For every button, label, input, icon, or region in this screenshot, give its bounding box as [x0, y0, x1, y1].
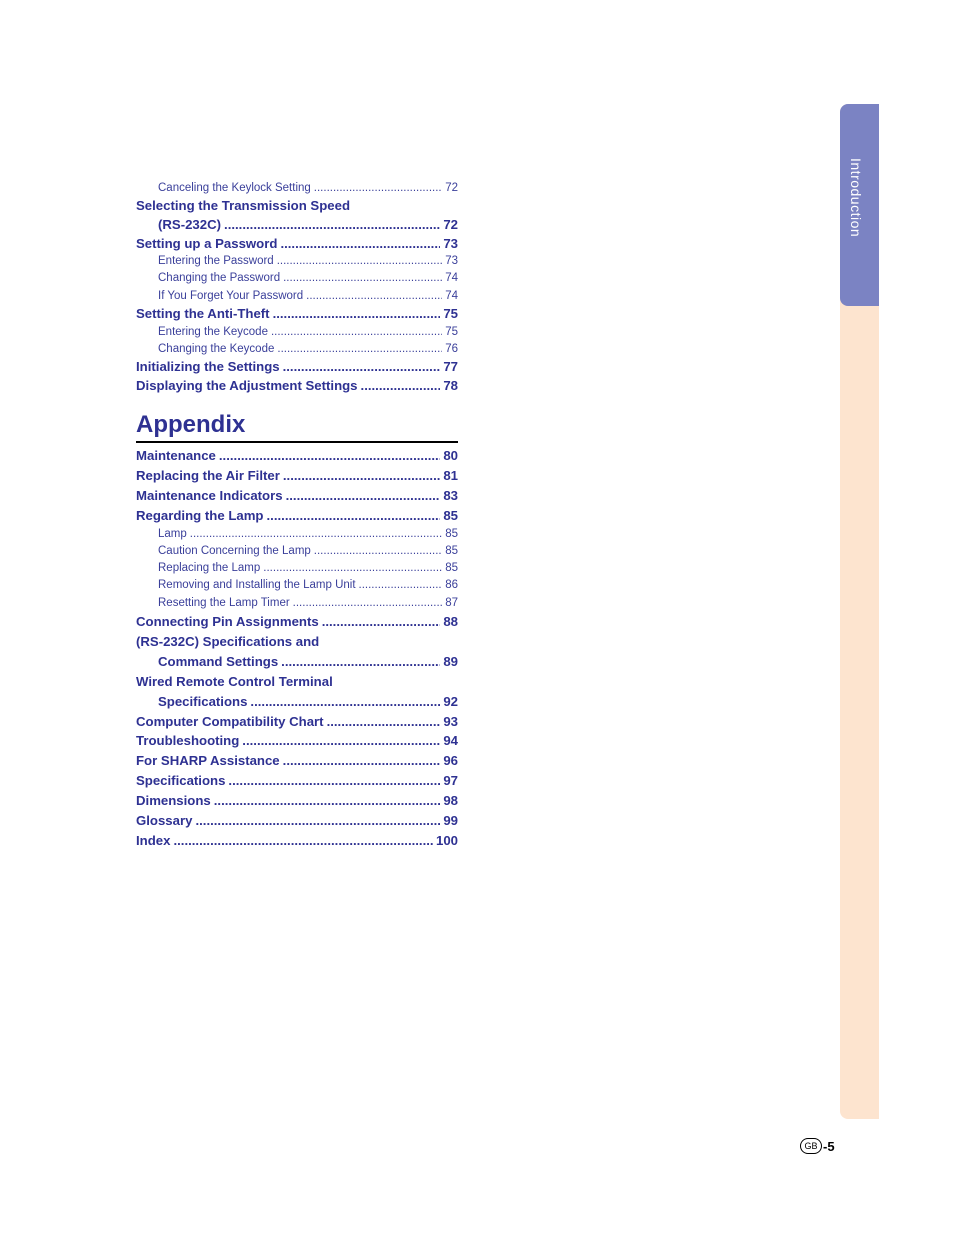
toc-page-number: 73	[443, 235, 458, 251]
toc-dot-leader	[173, 831, 433, 851]
toc-entry-title: Specifications	[158, 693, 248, 709]
toc-entry[interactable]	[136, 712, 458, 732]
toc-dot-leader	[322, 612, 441, 632]
toc-page-number: 87	[445, 596, 458, 609]
toc-page-number: 76	[445, 342, 458, 355]
toc-subentry[interactable]	[136, 543, 458, 560]
toc-dot-leader	[359, 577, 443, 594]
toc-entry[interactable]	[136, 672, 458, 692]
toc-entry[interactable]	[136, 358, 458, 377]
toc-dot-leader	[281, 652, 440, 672]
toc-entry-title: Changing the Password	[158, 272, 281, 285]
toc-entry[interactable]	[136, 731, 458, 751]
toc-subentry[interactable]	[136, 577, 458, 594]
toc-dot-leader	[306, 288, 442, 305]
toc-entry-title: Selecting the Transmission Speed	[136, 198, 350, 214]
toc-entry-title: Replacing the Air Filter	[136, 467, 280, 483]
toc-entry[interactable]	[136, 486, 458, 506]
toc-dot-leader	[267, 506, 441, 526]
toc-entry[interactable]	[136, 811, 458, 831]
toc-page-number: 97	[443, 773, 458, 789]
toc-page-number: 98	[443, 793, 458, 809]
toc-entry-title: Maintenance Indicators	[136, 487, 283, 503]
toc-entry-title: Maintenance	[136, 448, 216, 463]
toc-page-number: 88	[443, 614, 458, 630]
toc-entry[interactable]	[136, 612, 458, 632]
toc-dot-leader	[271, 324, 442, 341]
toc-dot-leader	[273, 305, 441, 324]
toc-dot-leader	[286, 486, 441, 506]
toc-subentry[interactable]	[136, 324, 458, 341]
toc-page-number: 72	[443, 216, 458, 232]
toc-page-number: 89	[443, 653, 458, 669]
toc-entry-title: Connecting Pin Assignments	[136, 614, 319, 630]
toc-dot-leader	[283, 466, 440, 486]
toc-page-number: 85	[445, 544, 458, 557]
toc-entry[interactable]	[136, 771, 458, 791]
toc-page-number: 85	[445, 562, 458, 575]
toc-dot-leader	[283, 358, 441, 377]
toc-entry-title: Specifications	[136, 773, 226, 789]
toc-entry[interactable]	[136, 466, 458, 486]
appendix-heading: Appendix	[136, 408, 458, 443]
toc-entry[interactable]	[136, 216, 458, 235]
toc-entry-title: Changing the Keycode	[158, 342, 275, 355]
toc-entry-title: Regarding the Lamp	[136, 507, 264, 523]
toc-entry-title: Entering the Keycode	[158, 325, 268, 338]
toc-dot-leader	[293, 595, 443, 612]
toc-entry-title: Caution Concerning the Lamp	[158, 544, 311, 557]
toc-entry[interactable]	[136, 377, 458, 396]
toc-page-number: 86	[445, 579, 458, 592]
toc-entry-title: Initializing the Settings	[136, 358, 280, 374]
toc-dot-leader	[361, 377, 441, 396]
toc-entry[interactable]	[136, 791, 458, 811]
toc-entry-title: Troubleshooting	[136, 733, 240, 749]
toc-entry-title: Resetting the Lamp Timer	[158, 596, 290, 609]
toc-entry-title: Command Settings	[158, 653, 279, 669]
toc-entry[interactable]	[136, 235, 458, 254]
toc-page-number: 92	[443, 693, 458, 709]
toc-dot-leader	[327, 712, 441, 732]
toc-dot-leader	[228, 771, 440, 791]
toc-page-number: 80	[443, 448, 458, 463]
toc-subentry[interactable]	[136, 270, 458, 287]
toc-entry-title: Computer Compatibility Chart	[136, 713, 324, 729]
toc-page-number: 83	[443, 487, 458, 503]
page-number-text: -5	[823, 1138, 835, 1154]
section-tab-label: Introduction	[848, 158, 864, 238]
toc-subentry[interactable]	[136, 288, 458, 305]
toc-dot-leader	[224, 216, 440, 235]
toc-page-number: 94	[443, 733, 458, 749]
toc-entry-title: (RS-232C) Specifications and	[136, 633, 320, 649]
toc-page-number: 75	[445, 325, 458, 338]
toc-subentry[interactable]	[136, 341, 458, 358]
toc-entry-title: Index	[136, 832, 171, 848]
toc-dot-leader	[195, 811, 440, 831]
toc-entry-title: Glossary	[136, 812, 193, 828]
page-number	[800, 1137, 835, 1155]
toc-dot-leader	[214, 791, 441, 811]
toc-entry-title: Removing and Installing the Lamp Unit	[158, 579, 356, 592]
toc-entry[interactable]	[136, 305, 458, 324]
toc-entry[interactable]	[136, 506, 458, 526]
toc-entry[interactable]	[136, 446, 458, 466]
toc-page-number: 74	[445, 289, 458, 302]
toc-page-number: 77	[443, 358, 458, 374]
toc-dot-leader	[277, 341, 442, 358]
toc-entry-title: Entering the Password	[158, 255, 274, 268]
toc-page-number: 85	[443, 507, 458, 523]
toc-entry-title: Replacing the Lamp	[158, 562, 261, 575]
toc-appendix-list	[136, 446, 458, 851]
toc-page-number: 72	[445, 182, 458, 194]
toc-entry[interactable]	[136, 831, 458, 851]
toc-entry-title: Setting the Anti-Theft	[136, 305, 270, 321]
toc-subentry[interactable]	[136, 526, 458, 543]
toc-entry[interactable]	[136, 751, 458, 771]
toc-entry-title: Dimensions	[136, 793, 211, 809]
toc-entry-title: Lamp	[158, 527, 187, 540]
toc-page-number: 85	[445, 527, 458, 540]
toc-page-number: 78	[443, 377, 458, 393]
toc-page-number: 93	[443, 713, 458, 729]
toc-dot-leader	[250, 692, 440, 712]
toc-subentry[interactable]	[136, 253, 458, 270]
toc-dot-leader	[190, 526, 442, 543]
toc-entry-title: If You Forget Your Password	[158, 289, 304, 302]
toc-subentry[interactable]	[136, 180, 458, 197]
toc-entry[interactable]	[136, 632, 458, 652]
toc-page-number: 99	[443, 812, 458, 828]
toc-dot-leader	[283, 270, 442, 287]
toc-page-number: 81	[443, 467, 458, 483]
toc-page-number: 75	[443, 305, 458, 321]
toc-dot-leader	[280, 235, 440, 254]
toc-entry-title: Wired Remote Control Terminal	[136, 673, 333, 689]
toc-entry[interactable]	[136, 197, 458, 216]
toc-subentry[interactable]	[136, 560, 458, 577]
toc-dot-leader	[277, 253, 443, 270]
toc-entry[interactable]	[136, 692, 458, 712]
toc-dot-leader	[314, 543, 442, 560]
toc-dot-leader	[314, 180, 442, 197]
toc-page-number: 74	[445, 272, 458, 285]
toc-page-number: 96	[443, 753, 458, 769]
region-badge: GB	[800, 1138, 822, 1154]
toc-dot-leader	[242, 731, 440, 751]
toc-page-number: 100	[435, 832, 458, 848]
toc-entry-title: Setting up a Password	[136, 235, 278, 251]
toc-entry-title: Displaying the Adjustment Settings	[136, 377, 358, 393]
toc-entry-title: (RS-232C)	[158, 216, 222, 232]
toc-dot-leader	[263, 560, 442, 577]
toc-page-number: 73	[445, 255, 458, 268]
toc-entry[interactable]	[136, 652, 458, 672]
toc-continued-list	[136, 180, 458, 395]
toc-entry-title: For SHARP Assistance	[136, 753, 280, 769]
toc-dot-leader	[219, 446, 440, 466]
toc-entry-title: Canceling the Keylock Setting	[158, 182, 311, 194]
toc-subentry[interactable]	[136, 595, 458, 612]
toc-dot-leader	[283, 751, 441, 771]
